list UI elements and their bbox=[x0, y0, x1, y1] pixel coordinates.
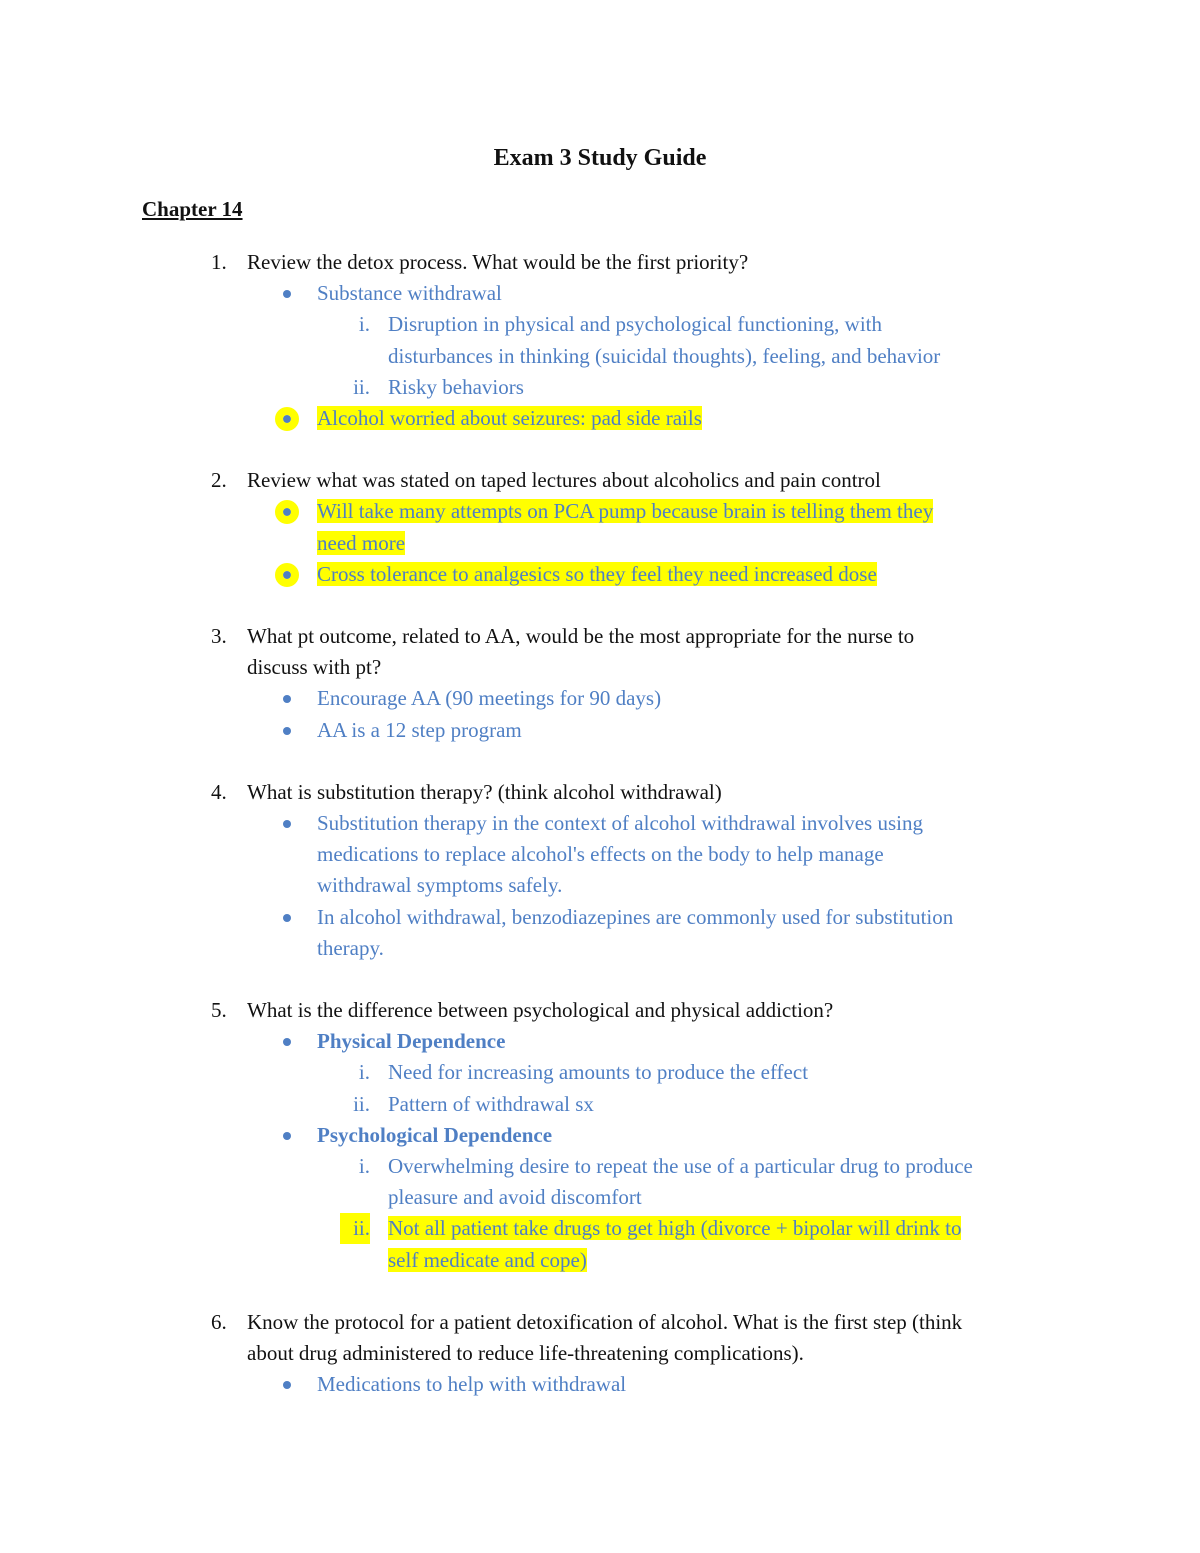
answer-text bbox=[317, 559, 877, 590]
bullet-icon bbox=[283, 727, 291, 735]
answer-text-span: Substance withdrawal bbox=[317, 281, 502, 306]
sub-answer-text-span: Overwhelming desire to repeat the use of a particular drug to produce bbox=[388, 1154, 973, 1178]
roman-numeral: i. bbox=[358, 1154, 370, 1178]
bullet-icon bbox=[283, 508, 291, 516]
chapter-heading: Chapter 14 bbox=[142, 197, 243, 221]
sub-answer-text-span: Disruption in physical and psychological functioning, with bbox=[388, 312, 883, 337]
answer-text-span: Medications to help with withdrawal bbox=[317, 1372, 627, 1397]
answer-text-span: need more bbox=[317, 530, 406, 555]
sub-answer-text-span: pleasure and avoid discomfort bbox=[388, 1185, 642, 1210]
sub-answer-text bbox=[388, 341, 940, 372]
answer-text bbox=[317, 715, 522, 746]
roman-numeral: ii. bbox=[353, 1091, 370, 1116]
sub-answer-text bbox=[388, 1182, 642, 1213]
sub-answer-text bbox=[388, 1245, 587, 1276]
answer-text-span: In alcohol withdrawal, benzodiazepines are commonly used for substitution bbox=[317, 904, 954, 929]
bullet-icon bbox=[283, 1132, 291, 1140]
question-text: discuss with pt? bbox=[247, 655, 382, 680]
question-text: about drug administered to reduce life-threatening complications). bbox=[247, 1341, 804, 1365]
sub-answer-text bbox=[388, 372, 524, 403]
page-title: Exam 3 Study Guide bbox=[493, 145, 707, 171]
bullet-icon bbox=[283, 290, 291, 298]
roman-numeral: ii. bbox=[353, 374, 370, 399]
answer-text-span: AA is a 12 step program bbox=[317, 717, 522, 742]
bullet-icon bbox=[283, 415, 291, 423]
question-number: 5. bbox=[211, 998, 227, 1022]
answer-text-span: Physical Dependence bbox=[317, 1029, 506, 1054]
roman-numeral: i. bbox=[358, 1060, 370, 1085]
question-number: 6. bbox=[211, 1309, 227, 1334]
sub-answer-text bbox=[388, 1213, 961, 1244]
answer-text bbox=[317, 808, 923, 839]
sub-answer-text bbox=[388, 1089, 594, 1120]
bullet-icon bbox=[283, 914, 291, 922]
answer-text-span: Alcohol worried about seizures: pad side rails bbox=[317, 406, 702, 430]
question-text: Know the protocol for a patient detoxification of alcohol. What is the first step (think bbox=[247, 1309, 963, 1334]
answer-text-span: Substitution therapy in the context of alcohol withdrawal involves using bbox=[317, 811, 923, 835]
roman-numeral: ii. bbox=[340, 1213, 370, 1244]
answer-text-span: Will take many attempts on PCA pump because brain is telling them they bbox=[317, 499, 934, 524]
answer-text bbox=[317, 1120, 552, 1151]
answer-text-span: Psychological Dependence bbox=[317, 1122, 553, 1147]
question-number: 2. bbox=[211, 468, 227, 493]
sub-answer-text bbox=[388, 1057, 808, 1088]
answer-text bbox=[317, 528, 405, 559]
answer-text bbox=[317, 902, 953, 933]
sub-answer-text bbox=[388, 309, 882, 340]
question-text: Review the detox process. What would be the first priority? bbox=[247, 250, 749, 274]
answer-text bbox=[317, 403, 702, 434]
answer-text bbox=[317, 870, 562, 901]
bullet-icon bbox=[283, 820, 291, 828]
sub-answer-text-span: disturbances in thinking (suicidal thoughts), feeling, and behavior bbox=[388, 343, 941, 368]
question-text: Review what was stated on taped lectures about alcoholics and pain control bbox=[247, 468, 881, 493]
sub-answer-text bbox=[388, 1151, 973, 1182]
answer-text bbox=[317, 839, 884, 870]
answer-text bbox=[317, 683, 661, 714]
answer-text-span: Encourage AA (90 meetings for 90 days) bbox=[317, 686, 662, 711]
roman-numeral: i. bbox=[358, 312, 370, 337]
answer-text bbox=[317, 933, 384, 964]
sub-answer-text-span: Not all patient take drugs to get high (divorce + bipolar will drink to bbox=[388, 1216, 962, 1241]
question-number: 3. bbox=[211, 624, 227, 648]
question-number: 4. bbox=[211, 779, 227, 804]
bullet-icon bbox=[283, 571, 291, 579]
question-text: What pt outcome, related to AA, would be the most appropriate for the nurse to bbox=[247, 624, 915, 648]
answer-text-span: therapy. bbox=[317, 935, 384, 960]
question-text: What is substitution therapy? (think alcohol withdrawal) bbox=[247, 779, 722, 804]
sub-answer-text-span: Risky behaviors bbox=[388, 374, 524, 399]
bullet-icon bbox=[283, 695, 291, 703]
sub-answer-text-span: Need for increasing amounts to produce the effect bbox=[388, 1060, 809, 1085]
answer-text bbox=[317, 496, 933, 527]
sub-answer-text-span: self medicate and cope) bbox=[388, 1247, 587, 1272]
answer-text bbox=[317, 1369, 626, 1400]
answer-text bbox=[317, 1026, 505, 1057]
answer-text bbox=[317, 278, 502, 309]
bullet-icon bbox=[283, 1381, 291, 1389]
answer-text-span: withdrawal symptoms safely. bbox=[317, 873, 563, 898]
answer-text-span: medications to replace alcohol's effects on the body to help manage bbox=[317, 842, 884, 867]
question-number: 1. bbox=[211, 250, 227, 274]
question-text: What is the difference between psychological and physical addiction? bbox=[247, 998, 834, 1022]
sub-answer-text-span: Pattern of withdrawal sx bbox=[388, 1091, 594, 1116]
answer-text-span: Cross tolerance to analgesics so they feel they need increased dose bbox=[317, 561, 877, 586]
bullet-icon bbox=[283, 1038, 291, 1046]
